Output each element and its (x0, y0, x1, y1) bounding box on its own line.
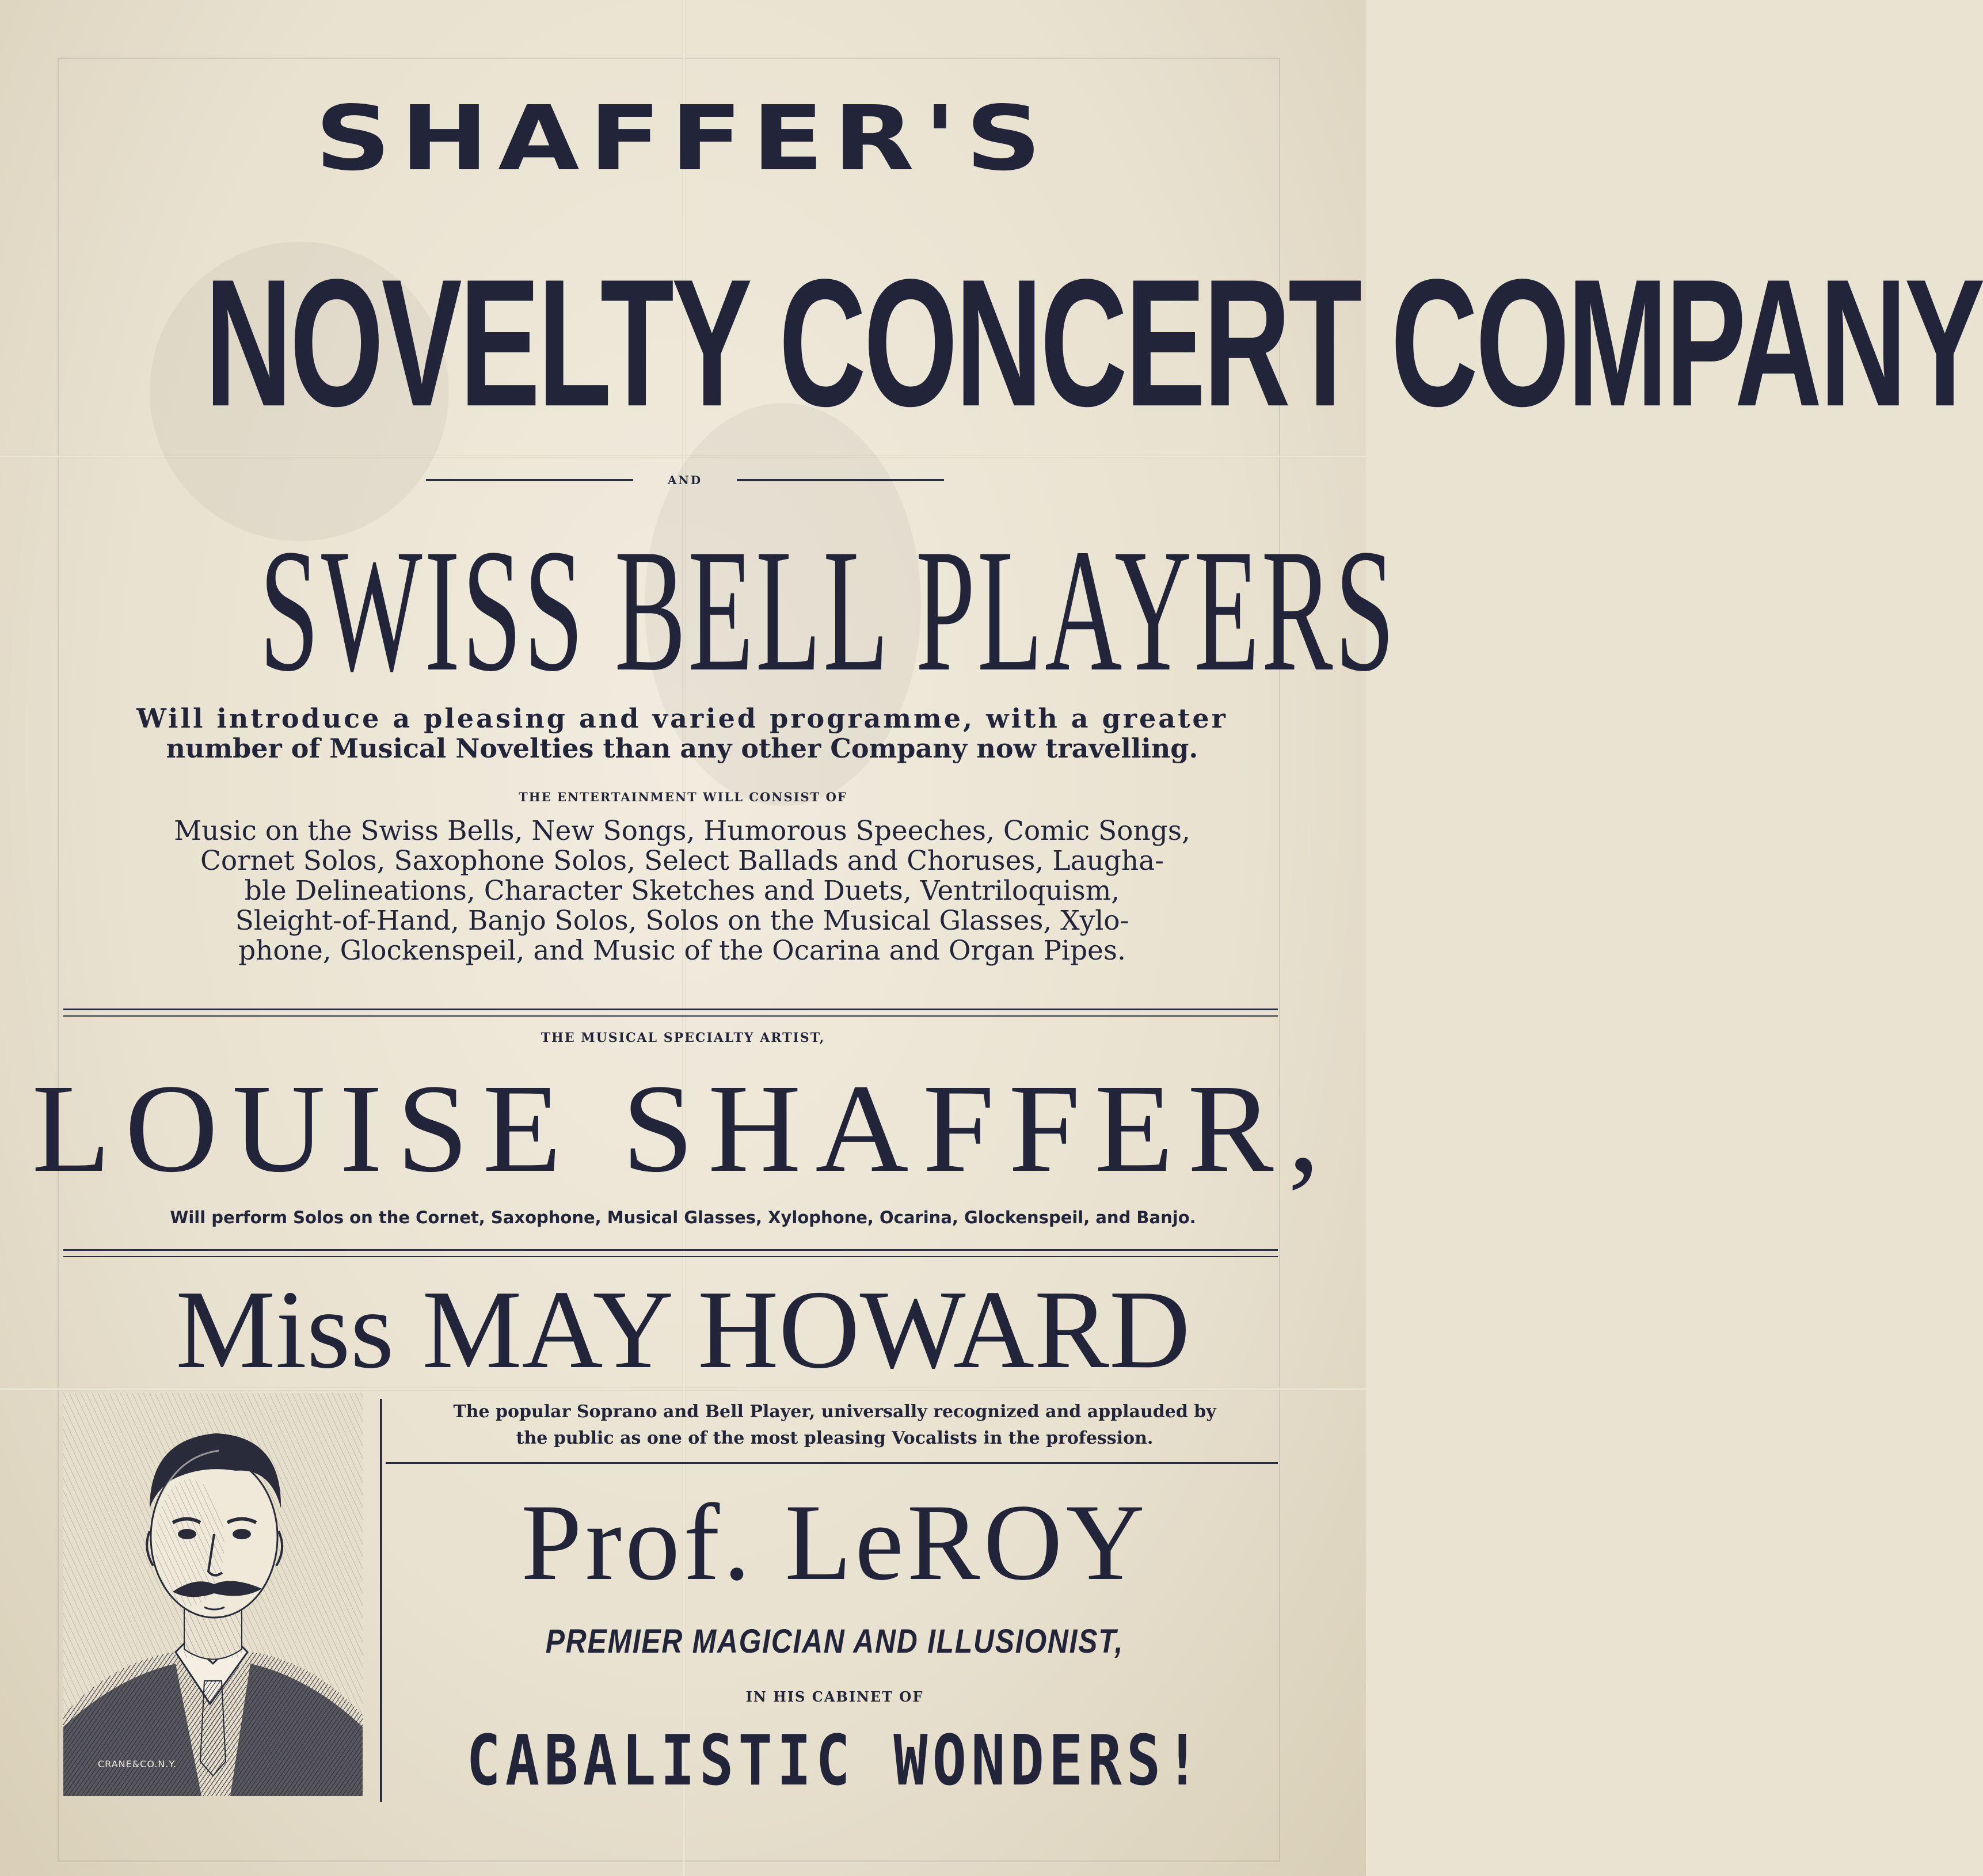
section-rule (63, 1256, 1278, 1257)
and-divider (426, 473, 944, 486)
artist-name: LOUISE SHAFFER, (32, 1058, 1334, 1198)
section-rule (386, 1462, 1278, 1464)
headline: NOVELTY CONCERT COMPANY (204, 241, 1983, 444)
program-line: Sleight-of-Hand, Banjo Solos, Solos on the Musical Glasses, Xylo- (235, 905, 1129, 937)
soprano-description-line-2: the public as one of the most pleasing Vocalists in the profession. (516, 1428, 1154, 1448)
program-line: Music on the Swiss Bells, New Songs, Humorous Speeches, Comic Songs, (174, 815, 1190, 847)
artist-description: Will perform Solos on the Cornet, Saxophone, Musical Glasses, Xylophone, Ocarina, Glockenspeil, and Banjo. (170, 1208, 1196, 1227)
program-line: ble Delineations, Character Sketches and Duets, Ventriloquism, (244, 875, 1120, 907)
soprano-name: Miss MAY HOWARD (176, 1268, 1190, 1392)
intro-line-1: Will introduce a pleasing and varied programme, with a greater (136, 703, 1228, 734)
soprano-description-line-1: The popular Soprano and Bell Player, universally recognized and applauded by (453, 1402, 1216, 1422)
column-divider (380, 1399, 382, 1802)
and-label: AND (667, 473, 703, 487)
cabinet-name: CABALISTIC WONDERS! (466, 1721, 1204, 1801)
divider-line-right (737, 479, 944, 481)
magician-title: PREMIER MAGICIAN AND ILLUSIONIST, (545, 1623, 1124, 1660)
section-rule (63, 1249, 1278, 1251)
engraving-credit: CRANE&CO.N.Y. (98, 1759, 177, 1770)
intro-line-2: number of Musical Novelties than any other Company now travelling. (166, 733, 1198, 764)
consist-heading: THE ENTERTAINMENT WILL CONSIST OF (519, 790, 847, 804)
program-line: phone, Glockenspeil, and Music of the Ocarina and Organ Pipes. (238, 935, 1126, 966)
subheadline: SWISS BELL PLAYERS (259, 512, 1397, 708)
magician-name: Prof. LeROY (521, 1482, 1148, 1603)
specialty-heading: THE MUSICAL SPECIALTY ARTIST, (541, 1030, 825, 1045)
program-line: Cornet Solos, Saxophone Solos, Select Ballads and Choruses, Laugha- (200, 845, 1164, 877)
section-rule (63, 1015, 1278, 1017)
divider-line-left (426, 479, 633, 481)
portrait-engraving-icon (63, 1393, 363, 1796)
poster-title: SHAFFER'S (315, 86, 1051, 191)
cabinet-intro: IN HIS CABINET OF (745, 1688, 924, 1705)
section-rule (63, 1009, 1278, 1010)
